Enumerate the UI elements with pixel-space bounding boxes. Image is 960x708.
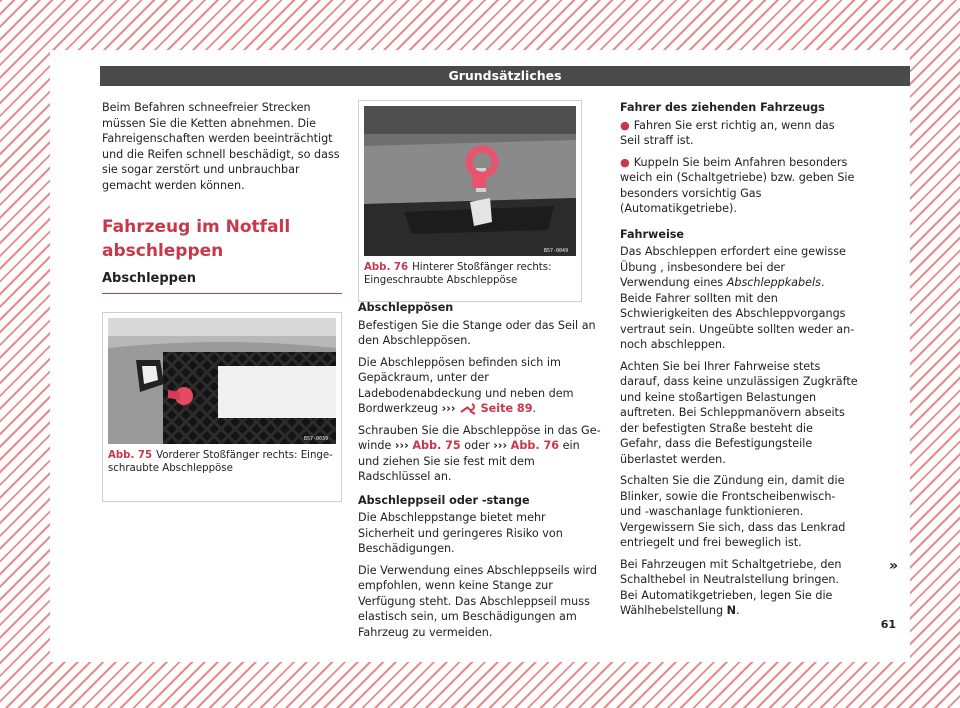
figure-76-caption (364, 261, 576, 287)
towing-eyes-p1: Befestigen Sie die Stange oder das Seil an den Abschleppösen. (358, 318, 596, 347)
abb-75-link[interactable]: Abb. 75 (412, 439, 461, 452)
gear-n: N (726, 604, 737, 617)
bullet-2 (620, 155, 858, 217)
driving-style-p2: Achten Sie bei Ihrer Fahrweise stets darauf, dass keine unzulässigen Zugkräfte und keine stoßartigen Belastungen auftreten. Bei Schleppmanövern abseits der befestigten Straße besteht die Gefahr, dass die Befestigungsteile überlastet werden. (620, 359, 858, 466)
driving-style-p1-text-a: Das Abschleppen erfordert eine gewisse Übung , insbesondere bei der Verwendung eines (620, 245, 846, 289)
tow-rope-p1: Die Abschleppstange bietet mehr Sicherheit und geringeres Risiko von Beschädigungen. (358, 511, 563, 555)
bullet-marker: ● (620, 155, 630, 169)
reference-arrow: ››› (441, 402, 456, 415)
continue-marker: » (888, 558, 898, 574)
column-3 (620, 100, 858, 625)
figure-75-label: Abb. 75 (108, 450, 153, 461)
towing-eyes-p2: Die Abschleppösen befinden sich im Gepäckraum, unter der Ladebodenabdeckung und neben dem Bordwerkzeug ››› Seite 89. (358, 355, 574, 415)
tow-rope-title: Abschleppseil oder -stange (358, 493, 530, 507)
bullet-marker: ● (620, 118, 630, 132)
bullet-2-text: Kuppeln Sie beim Anfahren besonders weich ein (Schaltgetriebe) bzw. geben Sie besonders vorsichtig Gas (Automatikgetriebe). (620, 155, 855, 215)
driving-style-p4-end: . (736, 604, 740, 617)
tool-icon (459, 403, 477, 415)
front-bumper-photo (108, 318, 336, 444)
column-2 (358, 300, 604, 646)
towing-eyes-p3-text-c: ein und ziehen Sie sie fest mit dem Radschlüssel an. (358, 439, 580, 483)
section-heading: Fahrzeug im Notfall abschleppen (102, 217, 291, 261)
bullet-1-text: Fahren Sie erst richtig an, wenn das Seil straff ist. (620, 118, 835, 147)
reference-arrow: ››› (394, 439, 409, 452)
driving-style-p1-text-b: . Beide Fahrer sollten mit den Schwierigkeiten des Abschleppvorgangs vertraut sein. Ungeübte sollten weder an- noch abschleppen. (620, 276, 855, 351)
driving-style-p1 (620, 244, 858, 353)
figure-75-text: Vorderer Stoßfänger rechts: Eingeschraubte Abschleppöse (108, 450, 333, 474)
figure-76-label: Abb. 76 (364, 262, 409, 273)
page-89-link[interactable]: Seite 89 (480, 402, 533, 415)
subheading: Abschleppen (102, 271, 342, 294)
page-number: 61 (880, 618, 896, 631)
towing-eyes-p3-text-a: Schrauben Sie die Abschleppöse in das Gewinde (358, 423, 601, 452)
towing-driver-title: Fahrer des ziehenden Fahrzeugs (620, 101, 825, 114)
towing-eyes-p3-text-b: oder (464, 439, 490, 452)
figure-76-text: Hinterer Stoßfänger rechts: Eingeschraubte Abschleppöse (364, 262, 552, 286)
driving-style-p4-text: Bei Fahrzeugen mit Schaltgetriebe, den Schalthebel in Neutralstellung bringen. Bei Automatikgetrieben, legen Sie die Wählhebelstellung (620, 557, 842, 617)
driving-style-p4 (620, 557, 858, 619)
abb-76-link[interactable]: Abb. 76 (510, 439, 560, 452)
figure-76 (358, 100, 582, 302)
svg-text:B57-0049: B57-0049 (544, 248, 569, 254)
driving-style-p3: Schalten Sie die Zündung ein, damit die Blinker, sowie die Frontscheibenwisch- und -waschanlage funktionieren. Vergewissern Sie sich, dass das Lenkrad entriegelt und frei beweglich ist. (620, 474, 846, 549)
rear-bumper-photo (364, 106, 576, 256)
towing-eyes-title: Abschleppösen (358, 301, 454, 314)
driving-style-title: Fahrweise (620, 227, 685, 241)
intro-paragraph: Beim Befahren schneefreier Strecken müssen Sie die Ketten abnehmen. Die Fahreigenschaften werden beeinträchtigt und die Reifen schnell beschädigt, so dass sie sogar zerstört und unbrauchbar gemacht werden können. (102, 101, 340, 192)
figure-75 (102, 312, 342, 502)
figure-75-caption (108, 449, 336, 475)
towing-eyes-p2-text: Die Abschleppösen befinden sich im Gepäckraum, unter der Ladebodenabdeckung und neben dem Bordwerkzeug (358, 355, 574, 415)
driving-style-p1-emphasis: Abschleppkabels (726, 276, 821, 289)
bullet-1 (620, 118, 858, 149)
reference-arrow: ››› (493, 439, 508, 452)
column-1 (102, 100, 342, 294)
tow-rope-p2: Die Verwendung eines Abschleppseils wird empfohlen, wenn keine Stange zur Verfügung steht. Das Abschleppseil muss elastisch sein, um Beschädigungen am Fahrzeug zu vermeiden. (358, 563, 597, 639)
towing-eyes-p3 (358, 423, 604, 485)
chapter-header: Grundsätzliches (100, 66, 910, 86)
svg-text:B57-0039: B57-0039 (304, 436, 329, 442)
